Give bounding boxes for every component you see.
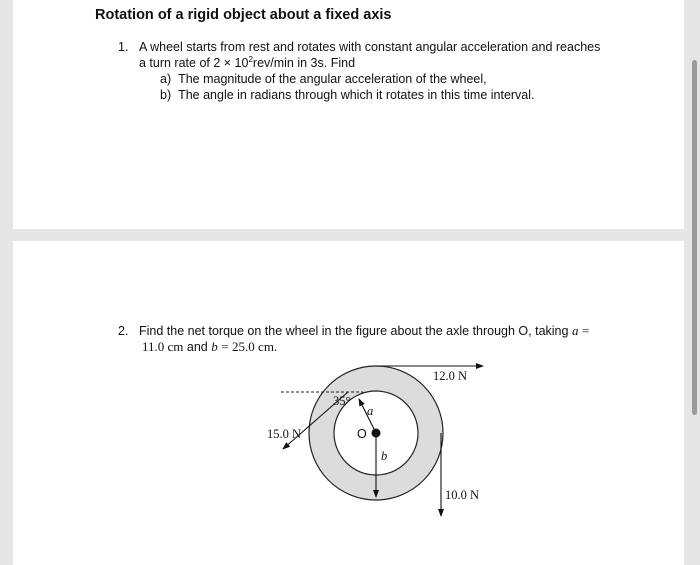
question-1-part-b <box>160 87 535 103</box>
label-b: b <box>381 449 388 463</box>
question-1-rate-prefix: a turn rate of 2 × 10 <box>139 56 249 70</box>
part-b-text: The angle in radians through which it rotates in this time interval. <box>178 88 535 102</box>
question-2-number: 2. <box>118 324 129 338</box>
question-2-text: Find the net torque on the wheel in the figure about the axle through O, taking <box>139 324 569 338</box>
equals-sign-1: = <box>581 323 590 338</box>
question-1-number: 1. <box>118 40 129 54</box>
page-1 <box>13 0 684 229</box>
question-2-line-1 <box>139 323 589 339</box>
question-2-line-2 <box>142 339 277 355</box>
variable-a: a <box>571 323 579 338</box>
label-a: a <box>367 404 374 418</box>
variable-b: b <box>211 339 218 354</box>
value-a: 11.0 cm <box>142 339 184 354</box>
axle-point <box>372 429 381 438</box>
equals-sign-2: = <box>221 339 229 354</box>
scrollbar[interactable] <box>692 60 697 415</box>
question-1-rate-suffix: rev/min in 3s. Find <box>252 56 356 70</box>
question-1-part-a <box>160 71 487 87</box>
label-o: O <box>357 427 367 441</box>
label-15n: 15.0 N <box>267 427 302 441</box>
label-10n: 10.0 N <box>445 488 480 502</box>
part-a-text: The magnitude of the angular acceleration of the wheel, <box>178 72 487 86</box>
part-a-label: a) <box>160 72 172 86</box>
question-1-line-2 <box>139 55 355 71</box>
document-heading: Rotation of a rigid object about a fixed axis <box>95 7 392 23</box>
label-angle: 35° <box>333 394 351 408</box>
question-1-rate-exponent: 2 <box>248 54 253 64</box>
and-text: and <box>186 340 208 354</box>
page-2 <box>13 241 684 565</box>
part-b-label: b) <box>160 88 172 102</box>
value-b: 25.0 cm. <box>232 339 278 354</box>
question-1-line-1: A wheel starts from rest and rotates with constant angular acceleration and reaches <box>139 40 601 54</box>
label-12n: 12.0 N <box>433 369 468 383</box>
wheel-torque-figure <box>253 363 493 523</box>
